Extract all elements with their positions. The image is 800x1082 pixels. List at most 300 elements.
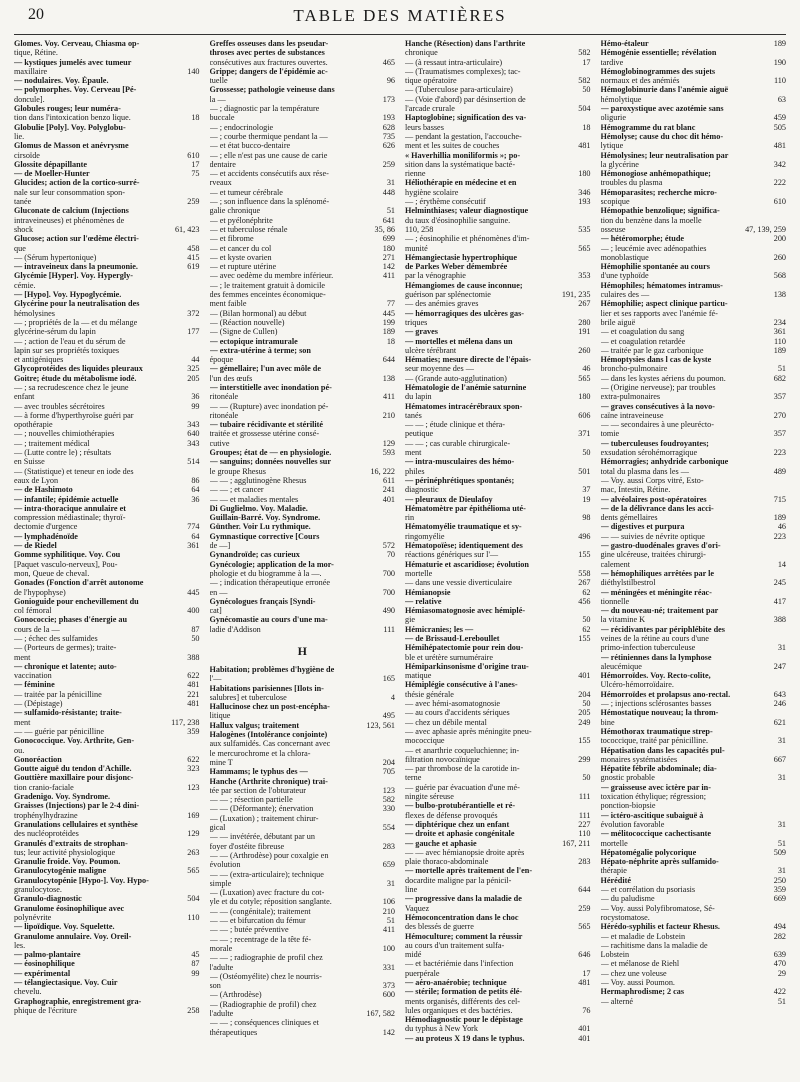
entry-text: — — invétérée, débutant par un: [209, 832, 315, 842]
entry-page-ref: 260: [773, 252, 786, 262]
entry-page-ref: 415: [187, 252, 200, 262]
entry-page-ref: [392, 578, 395, 587]
entry-text: — stérile; formation de petits élé-: [405, 987, 523, 997]
entry-text: Hématomyélie traumatique et sy-: [405, 522, 522, 532]
entry-page-ref: 189: [773, 39, 786, 48]
entry-page-ref: [588, 662, 591, 671]
entry-text: — tuberculeuses foudroyantes;: [600, 438, 709, 448]
index-entry: [14, 653, 200, 662]
entry-text: seur moyenne des —: [405, 364, 474, 374]
index-entry: [405, 941, 591, 950]
index-entry: [210, 823, 396, 832]
entry-text: [Paquet vasculo-nerveux], Pou-: [14, 559, 118, 569]
entry-page-ref: 628: [382, 122, 395, 132]
entry-page-ref: 401: [578, 1024, 591, 1034]
index-entry: [405, 58, 591, 67]
entry-page-ref: 606: [578, 410, 591, 420]
entry-text: — avec troubles sécrétoires: [14, 401, 105, 411]
index-entry: [210, 485, 396, 494]
entry-text: — traitée par la pénicilline: [14, 689, 102, 699]
entry-page-ref: [197, 987, 200, 996]
entry-page-ref: [783, 588, 786, 597]
entry-text: simple: [209, 878, 232, 888]
entry-text: foyer d'ostéite fibreuse: [209, 841, 285, 851]
entry-text: Glycémie [Hyper]. Voy. Hypergly-: [14, 271, 133, 281]
entry-text: Globulie [Poly]. Voy. Polyglobu-: [14, 122, 126, 132]
entry-page-ref: 29: [777, 968, 786, 978]
index-entry: [14, 690, 200, 699]
index-entry: [601, 727, 787, 736]
entry-text: ou.: [14, 745, 25, 755]
entry-page-ref: [588, 866, 591, 875]
entry-text: — de Riedel: [14, 541, 57, 551]
entry-page-ref: 51: [777, 364, 786, 374]
index-entry: [14, 141, 200, 150]
index-entry: [601, 913, 787, 922]
section-letter: H: [297, 644, 307, 658]
entry-text: — mélitococcique cachectisante: [600, 829, 711, 839]
entry-page-ref: 193: [382, 113, 395, 123]
entry-page-ref: 44: [191, 355, 200, 365]
entry-page-ref: 388: [187, 652, 200, 662]
index-entry: [14, 736, 200, 745]
index-column-1: [14, 39, 200, 1043]
index-entry: [601, 67, 787, 76]
index-entry: [601, 597, 787, 606]
entry-text: — mortelle après traitement de l'en-: [405, 866, 533, 876]
index-entry: [601, 801, 787, 810]
entry-page-ref: 342: [773, 159, 786, 169]
index-entry: [601, 485, 787, 494]
entry-page-ref: [392, 684, 395, 693]
entry-page-ref: 177: [187, 327, 200, 337]
index-entry: [601, 560, 787, 569]
index-entry: [210, 457, 396, 466]
entry-page-ref: [783, 355, 786, 364]
index-entry: [405, 792, 591, 801]
entry-text: Hémoglobinogrammes des sujets: [600, 66, 716, 76]
entry-page-ref: 138: [773, 290, 786, 300]
entry-page-ref: 417: [773, 596, 786, 606]
entry-text: gical: [209, 823, 226, 833]
entry-text: — (Sérum hypertonique): [14, 252, 97, 262]
index-entry: [14, 104, 200, 113]
entry-text: guérison par splénectomie: [405, 290, 491, 300]
index-entry: [14, 783, 200, 792]
index-entry: [405, 606, 591, 615]
entry-page-ref: 50: [582, 448, 591, 458]
entry-text: litique: [209, 711, 231, 721]
entry-text: normaux et des anémiés: [600, 76, 680, 86]
entry-text: Glucose; action sur l'œdème électri-: [14, 234, 139, 244]
index-entry: [601, 206, 787, 215]
index-entry: [601, 987, 787, 996]
entry-page-ref: [783, 104, 786, 113]
entry-page-ref: [783, 550, 786, 559]
entry-page-ref: [783, 792, 786, 801]
entry-text: évolution: [209, 860, 241, 870]
index-entry: [405, 560, 591, 569]
entry-page-ref: 223: [773, 531, 786, 541]
entry-page-ref: 180: [578, 169, 591, 179]
index-entry: [210, 271, 396, 280]
entry-text: Gonococcique. Voy. Arthrite, Gen-: [14, 736, 135, 746]
entry-page-ref: 98: [582, 513, 591, 523]
entry-text: Hématomètre par épithélioma uté-: [405, 503, 526, 513]
entry-page-ref: 481: [773, 141, 786, 151]
entry-page-ref: 610: [773, 197, 786, 207]
entry-page-ref: 245: [773, 578, 786, 588]
entry-page-ref: [588, 309, 591, 318]
entry-text: Hémorroïdes et prolapsus ano-rectal.: [600, 689, 731, 699]
entry-page-ref: [783, 402, 786, 411]
entry-page-ref: [783, 504, 786, 513]
entry-text: — — secondaires à une pleurécto-: [600, 420, 714, 430]
entry-page-ref: 260: [578, 345, 591, 355]
entry-page-ref: [588, 653, 591, 662]
entry-page-ref: 259: [382, 159, 395, 169]
entry-page-ref: [197, 885, 200, 894]
index-entry: [601, 904, 787, 913]
entry-text: rienne: [405, 169, 426, 179]
entry-page-ref: [392, 67, 395, 76]
entry-text: Glycoprotéides des liquides pleuraux: [14, 364, 143, 374]
entry-page-ref: 51: [386, 916, 395, 926]
index-entry: [14, 467, 200, 476]
index-entry: [601, 792, 787, 801]
entry-text: calement: [600, 559, 631, 569]
index-entry: [14, 550, 200, 559]
index-entry: [601, 634, 787, 643]
index-entry: [405, 188, 591, 197]
entry-text: Hémangiomes de cause inconnue;: [405, 280, 523, 290]
entry-page-ref: [392, 888, 395, 897]
index-entry: [14, 820, 200, 829]
index-entry: [210, 327, 396, 336]
index-entry: [601, 48, 787, 57]
index-entry: [601, 178, 787, 187]
index-entry: [210, 169, 396, 178]
index-entry: [405, 522, 591, 531]
index-entry: [405, 680, 591, 689]
entry-page-ref: [392, 851, 395, 860]
index-entry: [210, 160, 396, 169]
index-entry: [601, 271, 787, 280]
entry-page-ref: 110: [774, 336, 786, 346]
index-entry: [14, 866, 200, 875]
index-entry: [405, 244, 591, 253]
entry-page-ref: 205: [578, 708, 591, 718]
index-entry: [601, 467, 787, 476]
entry-text: — et mélanose de Riehl: [600, 959, 680, 969]
entry-text: — ; elle n'est pas une cause de carie: [209, 150, 328, 160]
entry-text: puerpérale: [405, 968, 440, 978]
index-entry: [14, 151, 200, 160]
entry-page-ref: [392, 935, 395, 944]
entry-text: Hanche (Résection) dans l'arthrite: [405, 39, 526, 48]
entry-page-ref: [783, 457, 786, 466]
entry-text: — Voy. aussi Poumon.: [600, 977, 675, 987]
entry-text: la glycérine: [600, 159, 639, 169]
entry-page-ref: [783, 216, 786, 225]
index-entry: [210, 597, 396, 606]
entry-page-ref: [783, 634, 786, 643]
index-entry: [14, 383, 200, 392]
entry-text: triques: [405, 317, 428, 327]
index-entry: [14, 327, 200, 336]
entry-text: Hémorragies; anhydride carbonique: [600, 457, 729, 467]
entry-page-ref: [197, 513, 200, 522]
entry-page-ref: [588, 680, 591, 689]
entry-page-ref: 31: [777, 866, 786, 876]
entry-page-ref: 626: [382, 141, 395, 151]
entry-text: thésie générale: [405, 689, 454, 699]
entry-text: Gynandroïde; cas curieux: [209, 550, 300, 560]
index-entry: [601, 439, 787, 448]
index-entry: [210, 197, 396, 206]
entry-text: ment: [14, 717, 31, 727]
entry-page-ref: 735: [382, 131, 395, 141]
entry-text: col fémoral: [14, 606, 52, 616]
index-entry: [601, 708, 787, 717]
index-entry: [14, 615, 200, 624]
entry-text: des nucléoprotéides: [14, 829, 79, 839]
entry-page-ref: [783, 262, 786, 271]
index-entry: [601, 429, 787, 438]
entry-page-ref: 774: [187, 522, 200, 532]
index-entry: [14, 411, 200, 420]
entry-text: exsudation sérohémorragique: [600, 448, 698, 458]
entry-page-ref: [197, 801, 200, 810]
entry-page-ref: 250: [773, 875, 786, 885]
entry-text: Habitation; problèmes d'hygiène de: [209, 665, 335, 674]
entry-page-ref: 267: [578, 578, 591, 588]
entry-page-ref: [588, 997, 591, 1006]
entry-page-ref: [588, 913, 591, 922]
index-entry: [405, 708, 591, 717]
index-entry: [601, 346, 787, 355]
entry-page-ref: 669: [773, 894, 786, 904]
entry-text: — au cours d'accidents sériques: [405, 708, 510, 718]
entry-page-ref: [197, 467, 200, 476]
entry-page-ref: 191, 235: [561, 290, 591, 300]
index-entry: [14, 178, 200, 187]
entry-text: Granulations cellulaires et synthèse: [14, 819, 138, 829]
entry-page-ref: 400: [187, 606, 200, 616]
entry-page-ref: 4: [390, 692, 395, 702]
index-entry: [405, 578, 591, 587]
entry-text: Hémoculture; comment la réussir: [405, 931, 523, 941]
index-entry: [14, 588, 200, 597]
index-entry: [210, 85, 396, 94]
entry-page-ref: 481: [187, 680, 200, 690]
entry-page-ref: [392, 739, 395, 748]
entry-page-ref: [392, 953, 395, 962]
index-entry: [210, 916, 396, 925]
entry-text: — graisseuse avec ictère par in-: [600, 782, 711, 792]
entry-text: — avec hémi-asomatognosie: [405, 699, 501, 709]
entry-page-ref: [588, 420, 591, 429]
entry-text: Hémangiectasie hypertrophique: [405, 252, 517, 262]
entry-text: aleucémique: [600, 661, 642, 671]
index-entry: [405, 922, 591, 931]
entry-text: — ; éosinophilie et phénomènes d'im-: [405, 234, 530, 244]
entry-text: — — (extra-articulaire); technique: [209, 869, 324, 879]
entry-text: terne: [405, 773, 422, 783]
entry-text: Gynécomastie au cours d'une ma-: [209, 615, 328, 625]
entry-text: la —: [209, 94, 226, 104]
entry-text: Glomes. Voy. Cerveau, Chiasma op-: [14, 39, 140, 48]
entry-page-ref: 64: [191, 485, 200, 495]
entry-page-ref: 283: [578, 857, 591, 867]
entry-text: Hémoglobinurie dans l'anémie aiguë: [600, 85, 729, 95]
entry-text: — ; action de l'eau et du sérum de: [14, 336, 126, 346]
index-entry: [405, 1034, 591, 1043]
entry-page-ref: [783, 764, 786, 773]
entry-text: — féminine: [14, 680, 55, 690]
entry-text: Groupes; état de — en physiologie.: [209, 448, 332, 458]
entry-text: — Voy. aussi Corps vitré, Esto-: [600, 475, 704, 485]
index-entry: [14, 606, 200, 615]
entry-page-ref: 715: [773, 494, 786, 504]
entry-page-ref: 535: [578, 224, 591, 234]
index-entry: [210, 532, 396, 541]
index-entry: [210, 355, 396, 364]
entry-page-ref: 641: [382, 215, 395, 225]
entry-text: chronique: [405, 48, 438, 58]
entry-page-ref: [588, 383, 591, 392]
entry-page-ref: 401: [382, 494, 395, 504]
entry-text: Gonades (Fonction d'arrêt autonome: [14, 578, 144, 588]
entry-page-ref: 558: [578, 568, 591, 578]
index-entry: [14, 792, 200, 801]
entry-page-ref: 19: [582, 494, 591, 504]
index-entry: [210, 702, 396, 711]
index-entry: [210, 476, 396, 485]
entry-page-ref: [783, 727, 786, 736]
entry-text: l'adulte: [209, 1008, 234, 1018]
entry-text: shock: [14, 224, 34, 234]
index-entry: [405, 206, 591, 215]
entry-page-ref: 51: [386, 206, 395, 216]
entry-page-ref: [783, 746, 786, 755]
index-entry: [601, 699, 787, 708]
entry-text: Granulocytopénie [Hypo-]. Voy. Hypo-: [14, 875, 149, 885]
entry-page-ref: 51: [777, 996, 786, 1006]
entry-text: Günther. Voir Lu rythmique.: [209, 522, 311, 532]
entry-page-ref: 270: [773, 410, 786, 420]
index-entry: [405, 932, 591, 941]
index-entry: [601, 532, 787, 541]
entry-page-ref: [392, 730, 395, 739]
entry-text: — (Lutte contre le) ; résultats: [14, 448, 112, 458]
index-entry: [210, 674, 396, 683]
entry-page-ref: [392, 383, 395, 392]
index-entry: [14, 662, 200, 671]
index-entry: [14, 476, 200, 485]
entry-page-ref: 99: [191, 401, 200, 411]
entry-page-ref: 422: [773, 987, 786, 997]
entry-page-ref: [783, 801, 786, 810]
entry-page-ref: [197, 85, 200, 94]
index-entry: [14, 987, 200, 996]
entry-page-ref: [392, 615, 395, 624]
entry-page-ref: 31: [386, 178, 395, 188]
entry-text: salubres] et tuberculose: [209, 692, 287, 702]
index-entry: [405, 104, 591, 113]
entry-page-ref: 299: [578, 754, 591, 764]
entry-text: — (Tuberculose para-articulaire): [405, 85, 513, 95]
entry-text: dectomie d'urgence: [14, 522, 78, 532]
entry-page-ref: 36: [191, 392, 200, 402]
entry-page-ref: [588, 848, 591, 857]
entry-text: — — ; et cancer: [209, 485, 264, 495]
entry-text: — hémophiliques arrêtées par le: [600, 568, 715, 578]
entry-text: — — avec hémianopsie droite après: [405, 847, 525, 857]
entry-page-ref: [197, 58, 200, 67]
index-entry: [210, 225, 396, 234]
entry-page-ref: [392, 597, 395, 606]
entry-text: extra-pulmonaires: [600, 392, 661, 402]
index-entry: [405, 132, 591, 141]
entry-page-ref: [392, 420, 395, 429]
entry-text: — de Brissaud-Lereboullet: [405, 634, 500, 643]
index-entry: [210, 842, 396, 851]
entry-text: réactions génériques sur l'—: [405, 550, 499, 560]
index-entry: [14, 113, 200, 122]
index-entry: [14, 625, 200, 634]
entry-text: Hémoptysies dans l cas de kyste: [600, 355, 712, 365]
entry-text: ment et les suites de couches: [405, 141, 500, 151]
index-entry: [14, 801, 200, 810]
index-entry: [14, 355, 200, 364]
index-entry: [601, 839, 787, 848]
index-entry: [14, 504, 200, 513]
index-entry: [601, 922, 787, 931]
index-entry: [601, 959, 787, 968]
index-entry: [405, 699, 591, 708]
index-entry: [210, 420, 396, 429]
entry-page-ref: 111: [578, 792, 591, 802]
entry-page-ref: 204: [578, 689, 591, 699]
entry-page-ref: [588, 337, 591, 346]
index-entry: [601, 262, 787, 271]
entry-page-ref: 138: [382, 373, 395, 383]
index-entry: [405, 253, 591, 262]
index-entry: [601, 504, 787, 513]
entry-page-ref: 62: [582, 587, 591, 597]
index-entry: [405, 820, 591, 829]
entry-page-ref: 325: [187, 364, 200, 374]
index-entry: [601, 820, 787, 829]
entry-text: « Haverhillia moniliformis »; po-: [405, 150, 521, 160]
index-entry: [601, 309, 787, 318]
entry-text: phique de l'écriture: [14, 1005, 77, 1015]
entry-page-ref: 481: [578, 141, 591, 151]
entry-page-ref: [197, 448, 200, 457]
entry-text: dentaire: [209, 159, 236, 169]
index-entry: [210, 758, 396, 767]
index-entry: [601, 290, 787, 299]
entry-text: — (Radiographie de profil) chez: [209, 999, 317, 1009]
entry-text: enfant: [14, 392, 35, 402]
entry-text: tique opératoire: [405, 76, 457, 86]
index-entry: [14, 374, 200, 383]
entry-page-ref: [392, 1018, 395, 1027]
index-entry: [405, 876, 591, 885]
index-entry: [210, 383, 396, 392]
entry-page-ref: [783, 244, 786, 253]
